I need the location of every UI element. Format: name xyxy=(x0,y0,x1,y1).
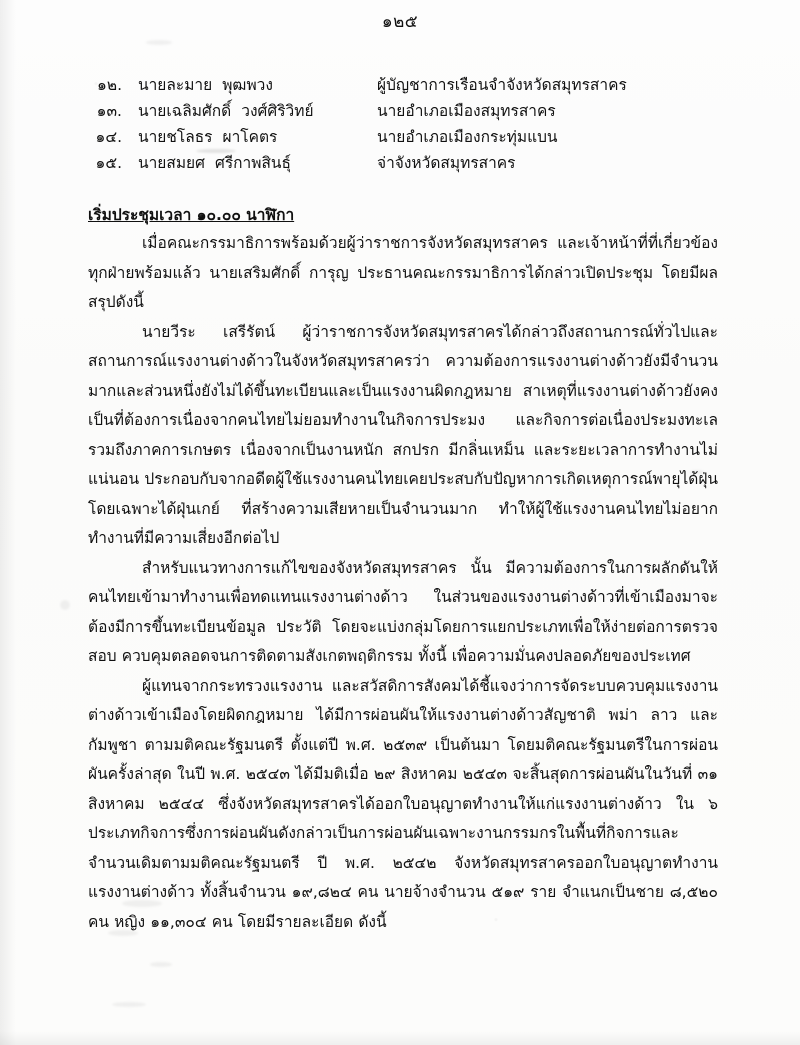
list-item xyxy=(88,124,718,150)
list-item-title: จ่าจังหวัดสมุทรสาคร xyxy=(377,154,516,172)
list-item-name xyxy=(122,72,377,98)
section-heading: เริ่มประชุมเวลา ๑๐.๐๐ นาฬิกา xyxy=(88,206,295,224)
list-item xyxy=(88,150,718,176)
list-item-number: ๑๒. xyxy=(97,76,122,94)
list-item-surname: ศรีกาพสินธุ์ xyxy=(214,154,291,172)
list-item-name xyxy=(122,98,377,124)
page-edge-shadow-left xyxy=(0,0,16,1045)
scan-artifact xyxy=(146,40,172,45)
list-item-given-name: นายสมยศ xyxy=(138,154,205,172)
list-item-number: ๑๕. xyxy=(95,154,122,172)
paragraph: สำหรับแนวทางการแก้ไขของจังหวัดสมุทรสาคร นั้น มีความต้องการในการผลักดันให้คนไทยเข้ามาทำงานเพื่อทดแทนแรงงานต่างด้าว ในส่วนของแรงงานต่างด้าวที่เข้าเมืองมาจะต้องมีการขึ้นทะเบียนข้อมูล ประวัติ โดยจะแบ่งกลุ่มโดยการแยกประเภทเพื่อให้ง่ายต่อการตรวจสอบ ควบคุมตลอดจนการติดตามสังเกตพฤติกรรม ทั้งนี้ เพื่อความมั่นคงปลอดภัยของประเทศ xyxy=(88,558,718,665)
section-heading-wrap xyxy=(88,202,718,229)
list-item-title: ผู้บัญชาการเรือนจำจังหวัดสมุทรสาคร xyxy=(377,76,627,94)
list-item-given-name: นายชโลธร xyxy=(138,128,213,146)
scan-artifact xyxy=(112,1002,146,1007)
list-item xyxy=(88,72,718,98)
list-item-number: ๑๔. xyxy=(95,128,122,146)
scan-artifact xyxy=(60,600,70,610)
list-item-surname: ผาโคตร xyxy=(222,128,278,146)
list-item-surname: พุฒพวง xyxy=(222,76,273,94)
list-item-name xyxy=(122,124,377,150)
list-item-title: นายอำเภอเมืองสมุทรสาคร xyxy=(377,102,556,120)
paragraph: เมื่อคณะกรรมาธิการพร้อมด้วยผู้ว่าราชการจังหวัดสมุทรสาคร และเจ้าหน้าที่ที่เกี่ยวข้องทุกฝ่ายพร้อมแล้ว นายเสริมศักดิ์ การุญ ประธานคณะกรรมาธิการได้กล่าวเปิดประชุม โดยมีผลสรุปดังนี้ xyxy=(88,234,718,311)
scan-artifact xyxy=(150,962,172,967)
attendee-list xyxy=(88,72,718,176)
paragraph: นายวีระ เสรีรัตน์ ผู้ว่าราชการจังหวัดสมุทรสาครได้กล่าวถึงสถานการณ์ทั่วไปและสถานการณ์แรงงานต่างด้าวในจังหวัดสมุทรสาครว่า ความต้องการแรงงานต่างด้าวยังมีจำนวนมากและส่วนหนึ่งยังไม่ได้ขึ้นทะเบียนและเป็นแรงงานผิดกฎหมาย สาเหตุที่แรงงานต่างด้าวยังคงเป็นที่ต้องการเนื่องจากคนไทยไม่ยอมทำงานในกิจการประมง และกิจการต่อเนื่องประมงทะเล รวมถึงภาคการเกษตร เนื่องจากเป็นงานหนัก สกปรก มีกลิ่นเหม็น และระยะเวลาการทำงานไม่แน่นอน ประกอบกับจากอดีตผู้ใช้แรงงานคนไทยเคยประสบกับปัญหาการเกิดเหตุการณ์พายุได้ฝุ่นโดยเฉพาะได้ฝุ่นเกย์ ที่สร้างความเสียหายเป็นจำนวนมาก ทำให้ผู้ใช้แรงงานคนไทยไม่อยากทำงานที่มีความเสี่ยงอีกต่อไป xyxy=(88,322,718,547)
list-item-given-name: นายละมาย xyxy=(138,76,213,94)
page-number: ๑๒๕ xyxy=(381,12,419,32)
list-item-given-name: นายเฉลิมศักดิ์ xyxy=(138,102,232,120)
list-item xyxy=(88,98,718,124)
document-content xyxy=(88,72,718,937)
list-item-name xyxy=(122,150,377,176)
paragraph: ผู้แทนจากกระทรวงแรงงาน และสวัสดิการสังคมได้ชี้แจงว่าการจัดระบบควบคุมแรงงานต่างด้าวเข้าเมืองโดยผิดกฎหมาย ได้มีการผ่อนผันให้แรงงานต่างด้าวสัญชาติ พม่า ลาว และกัมพูชา ตามมติคณะรัฐมนตรี ตั้งแต่ปี พ.ศ. ๒๕๓๙ เป็นต้นมา โดยมติคณะรัฐมนตรีในการผ่อนผันครั้งล่าสุด ในปี พ.ศ. ๒๕๔๓ ได้มีมติเมื่อ ๒๙ สิงหาคม ๒๕๔๓ จะสิ้นสุดการผ่อนผันในวันที่ ๓๑ สิงหาคม ๒๕๔๔ ซึ่งจังหวัดสมุทรสาครได้ออกใบอนุญาตทำงานให้แก่แรงงานต่างด้าว ใน ๖ ประเภทกิจการซึ่งการผ่อนผันดังกล่าวเป็นการผ่อนผันเฉพาะงานกรรมกรในพื้นที่กิจการและจำนวนเดิมตามมติคณะรัฐมนตรี ปี พ.ศ. ๒๕๔๒ จังหวัดสมุทรสาครออกใบอนุญาตทำงานแรงงานต่างด้าว ทั้งสิ้นจำนวน ๑๙,๘๒๔ คน นายจ้างจำนวน ๕๑๙ ราย จำแนกเป็นชาย ๘,๕๒๐ คน หญิง ๑๑,๓๐๔ คน โดยมีรายละเอียด ดังนี้ xyxy=(88,676,718,931)
page-edge-shadow-bottom xyxy=(0,1031,800,1045)
list-item-title: นายอำเภอเมืองกระทุ่มแบน xyxy=(377,128,558,146)
list-item-surname: วงศ์ศิริวิทย์ xyxy=(241,102,314,120)
list-item-number: ๑๓. xyxy=(96,102,122,120)
